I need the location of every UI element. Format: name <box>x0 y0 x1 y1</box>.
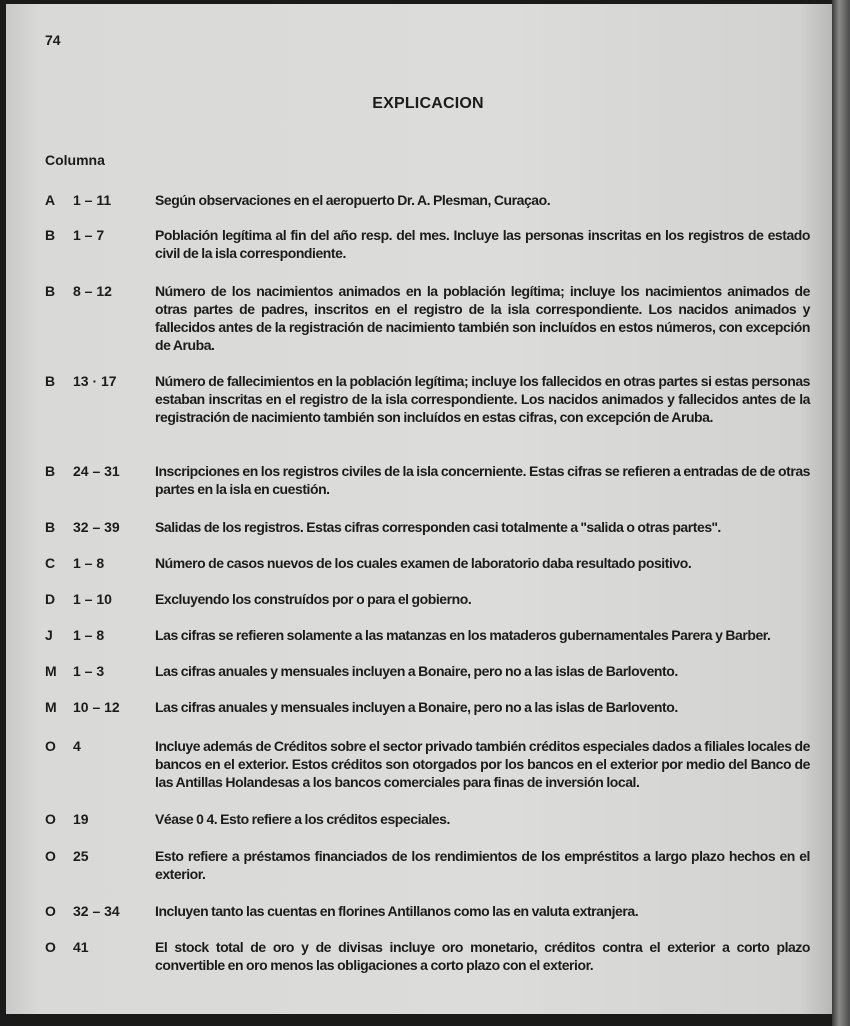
column-letter: O <box>45 903 56 919</box>
entry-text: Esto refiere a préstamos financiados de los rendimientos de los empréstitos a largo plazo hechos en el exterior. <box>155 848 810 882</box>
entry-text: Las cifras anuales y mensuales incluyen a Bonaire, pero no a las islas de Barlovento. <box>155 663 678 679</box>
page-title: EXPLICACION <box>372 95 484 112</box>
column-letter: A <box>45 192 56 208</box>
entry-text: Véase 0 4. Esto refiere a los créditos especiales. <box>155 811 450 827</box>
column-letter: M <box>45 699 57 715</box>
column-letter: O <box>45 939 56 955</box>
column-letter: J <box>45 627 53 643</box>
column-range: 1 – 7 <box>73 227 105 243</box>
column-header: Columna <box>45 152 105 168</box>
entry-text: Incluyen tanto las cuentas en florines Antillanos como las en valuta extranjera. <box>155 903 639 919</box>
column-letter: C <box>45 555 56 571</box>
column-range: 4 <box>73 738 81 754</box>
entry-text: El stock total de oro y de divisas incluye oro monetario, créditos contra el exterior a corto plazo convertible en oro menos las obligaciones a corto plazo con el exterior. <box>155 939 810 973</box>
entry-text: Las cifras anuales y mensuales incluyen a Bonaire, pero no a las islas de Barlovento. <box>155 699 678 715</box>
entry-text: Según observaciones en el aeropuerto Dr. A. Plesman, Curaçao. <box>155 192 551 208</box>
column-letter: B <box>45 519 56 535</box>
entry-text: Incluye además de Créditos sobre el sector privado también créditos especiales dados a filiales locales de bancos en el exterior. Estos créditos son otorgados por los bancos en el exterior por medio del Banco de las Antillas Holandesas a los bancos comerciales para finas de inversión local. <box>155 738 810 790</box>
column-letter: B <box>45 463 56 479</box>
column-range: 1 – 8 <box>73 627 105 643</box>
entry-text: Número de fallecimientos en la población legítima; incluye los fallecidos en otras partes si estas personas estaban inscritas en el registro de la isla correspondiente. Los nacidos animados y fallecidos antes de la registración de nacimiento también son incluídos en estas cifras, con excepción de Aruba. <box>155 373 810 425</box>
column-range: 32 – 34 <box>73 903 120 919</box>
entry-text: Número de casos nuevos de los cuales examen de laboratorio daba resultado positivo. <box>155 555 692 571</box>
column-range: 1 – 3 <box>73 663 105 679</box>
column-range: 19 <box>73 811 89 827</box>
column-letter: D <box>45 591 56 607</box>
column-letter: O <box>45 738 56 754</box>
entry-text: Las cifras se refieren solamente a las matanzas en los mataderos gubernamentales Parera y Barber. <box>155 627 771 643</box>
column-range: 1 – 8 <box>73 555 105 571</box>
entry-text: Número de los nacimientos animados en la población legítima; incluye los nacimientos animados de otras partes de padres, inscritos en el registro de la isla correspondiente. Los nacidos animados y fallecidos antes de la registración de nacimiento también son incluídos en estos números, con excepción de Aruba. <box>155 283 810 353</box>
column-range: 13 · 17 <box>73 373 117 389</box>
column-letter: M <box>45 663 57 679</box>
book-binding-edge <box>832 0 850 1026</box>
column-range: 41 <box>73 939 89 955</box>
entry-text: Salidas de los registros. Estas cifras corresponden casi totalmente a ''salida o otras partes''. <box>155 519 721 535</box>
column-letter: O <box>45 848 56 864</box>
column-range: 8 – 12 <box>73 283 112 299</box>
column-range: 1 – 11 <box>73 192 112 208</box>
column-range: 32 – 39 <box>73 519 120 535</box>
entry-text: Excluyendo los construídos por o para el gobierno. <box>155 591 472 607</box>
entry-text: Inscripciones en los registros civiles de la isla concerniente. Estas cifras se refieren a entradas de de otras partes en la isla en cuestión. <box>155 463 810 497</box>
entry-text: Población legítima al fin del año resp. del mes. Incluye las personas inscritas en los registros de estado civil de la isla correspondiente. <box>155 227 810 261</box>
column-letter: B <box>45 227 56 243</box>
column-range: 25 <box>73 848 89 864</box>
column-letter: O <box>45 811 56 827</box>
column-range: 10 – 12 <box>73 699 120 715</box>
column-letter: B <box>45 283 56 299</box>
column-letter: B <box>45 373 56 389</box>
page-number: 74 <box>45 32 61 48</box>
column-range: 24 – 31 <box>73 463 120 479</box>
column-range: 1 – 10 <box>73 591 112 607</box>
